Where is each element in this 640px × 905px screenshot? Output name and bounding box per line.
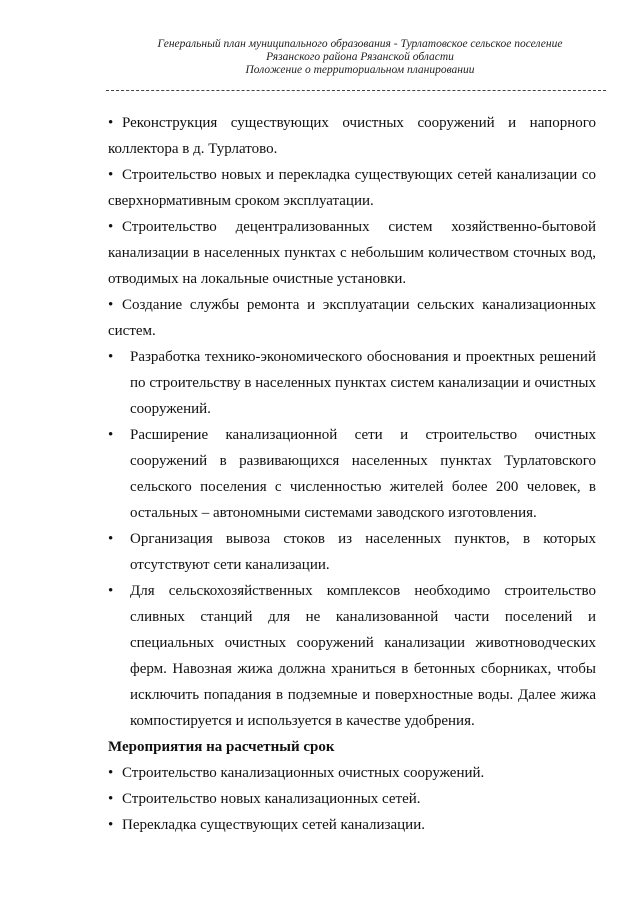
list-item-text: Создание службы ремонта и эксплуатации сельских канализационных систем. bbox=[108, 297, 596, 339]
bullet-icon: • bbox=[108, 583, 114, 599]
bullet-icon: • bbox=[108, 791, 114, 807]
list-item-text: Организация вывоза стоков из населенных пунктов, в которых отсутствуют сети канализации. bbox=[130, 531, 596, 573]
list-item bbox=[108, 578, 596, 734]
list-item bbox=[108, 786, 596, 812]
list-item-text: Строительство новых канализационных сетей. bbox=[122, 791, 421, 807]
list-item-text: Реконструкция существующих очистных сооружений и напорного коллектора в д. Турлатово. bbox=[108, 115, 596, 157]
list-item-text: Расширение канализационной сети и строительство очистных сооружений в развивающихся населенных пунктах Турлатовского сельского поселения с численностью жителей более 200 человек, в остальных – автономными системами заводского изготовления. bbox=[130, 427, 596, 521]
list-item-text: Для сельскохозяйственных комплексов необходимо строительство сливных станций для не канализованной части поселений и специальных очистных сооружений канализации животноводческих ферм. Навозная жижа должна храниться в бетонных сборниках, чтобы исключить попадания в подземные и поверхностные воды. Далее жижа компостируется и используется в качестве удобрения. bbox=[130, 583, 596, 729]
list-item bbox=[108, 344, 596, 422]
section-heading: Мероприятия на расчетный срок bbox=[108, 739, 335, 755]
list-item bbox=[108, 162, 596, 214]
list-item-text: Строительство новых и перекладка существующих сетей канализации со сверхнормативным сроком эксплуатации. bbox=[108, 167, 596, 209]
list-item bbox=[108, 422, 596, 526]
bullet-icon: • bbox=[108, 531, 114, 547]
running-header bbox=[100, 38, 620, 77]
body-text bbox=[108, 110, 596, 838]
bullet-icon: • bbox=[108, 817, 114, 833]
bullet-icon: • bbox=[108, 167, 114, 183]
header-line-2: Рязанского района Рязанской области bbox=[266, 51, 454, 63]
list-item-text: Разработка технико-экономического обоснования и проектных решений по строительству в населенных пунктах систем канализации и очистных сооружений. bbox=[130, 349, 596, 417]
list-item bbox=[108, 812, 596, 838]
list-item bbox=[108, 526, 596, 578]
header-divider bbox=[106, 90, 606, 91]
bullet-icon: • bbox=[108, 427, 114, 443]
list-item-text: Строительство децентрализованных систем хозяйственно-бытовой канализации в населенных пунктах с небольшим количеством сточных вод, отводимых на локальные очистные установки. bbox=[108, 219, 596, 287]
bullet-icon: • bbox=[108, 349, 114, 365]
bullet-icon: • bbox=[108, 115, 114, 131]
list-item bbox=[108, 110, 596, 162]
bullet-icon: • bbox=[108, 219, 114, 235]
bullet-icon: • bbox=[108, 765, 114, 781]
list-item bbox=[108, 292, 596, 344]
list-item bbox=[108, 214, 596, 292]
header-line-3: Положение о территориальном планировании bbox=[245, 64, 475, 76]
bullet-icon: • bbox=[108, 297, 114, 313]
list-item-text: Строительство канализационных очистных сооружений. bbox=[122, 765, 485, 781]
list-item-text: Перекладка существующих сетей канализации. bbox=[122, 817, 425, 833]
header-line-1: Генеральный план муниципального образования - Турлатовское сельское поселение bbox=[157, 38, 563, 50]
list-item bbox=[108, 760, 596, 786]
